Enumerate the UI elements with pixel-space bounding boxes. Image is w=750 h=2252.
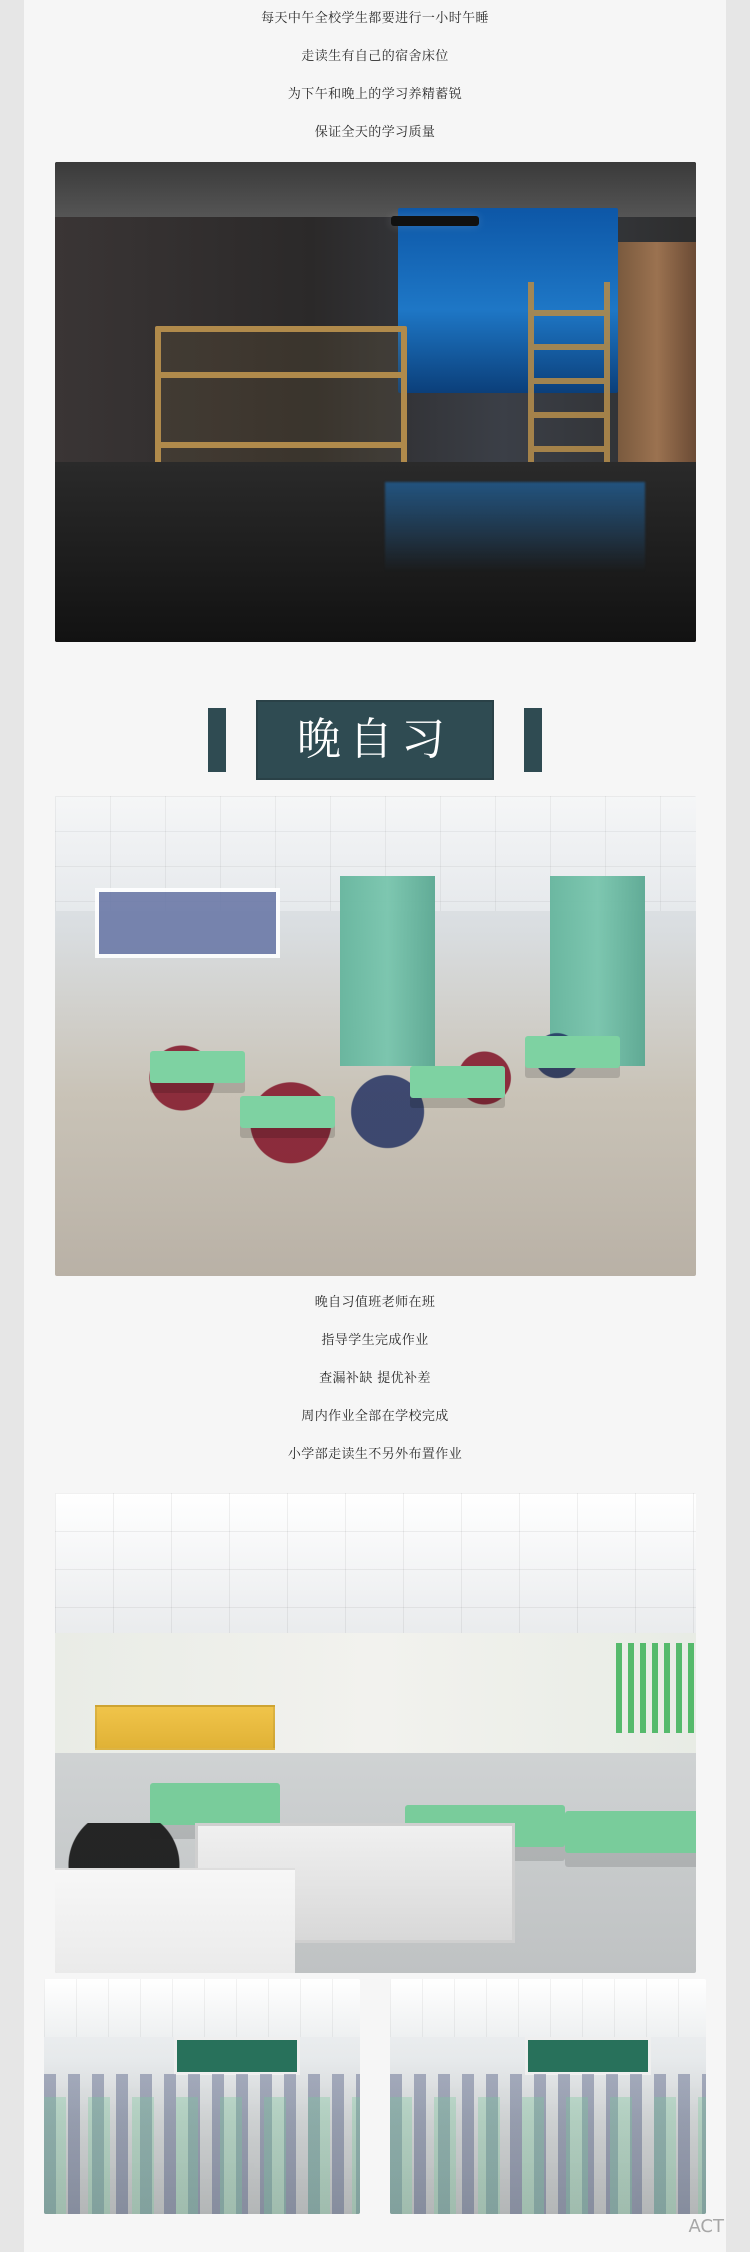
classroom-ceiling [390,1979,706,2037]
heading-left-bar [208,708,226,772]
chalkboard [525,2037,651,2075]
intro-line: 为下午和晚上的学习养精蓄锐 [287,87,463,102]
student-desk [150,1783,280,1825]
student-desks [44,2097,360,2214]
classroom-photo-small-left [44,1979,360,2214]
heading-title: 晚自习 [297,714,453,765]
classroom-ceiling [44,1979,360,2037]
student-desks [390,2097,706,2214]
classroom-photo [55,1493,696,1973]
dormitory-photo [55,162,696,642]
yellow-lockers [95,1705,275,1750]
student-desk [150,1051,245,1083]
section-heading [24,700,726,780]
floor-reflection [385,482,645,572]
wall-greenery [616,1643,696,1733]
intro-line: 走读生有自己的宿舍床位 [301,49,449,64]
open-book [55,1868,295,1973]
right-margin [726,0,750,2252]
evening-text [24,1284,726,1474]
intro-text [24,0,726,152]
chalkboard [174,2037,300,2075]
evening-line: 晚自习值班老师在班 [314,1295,436,1310]
classroom-bulletin-board [95,888,280,958]
student-desk [525,1036,620,1068]
left-margin [0,0,24,2252]
student-desk [565,1811,696,1853]
intro-line: 每天中午全校学生都要进行一小时午睡 [261,11,489,26]
evening-line: 指导学生完成作业 [321,1333,429,1348]
evening-line: 小学部走读生不另外布置作业 [287,1447,463,1462]
heading-title-box [256,700,494,780]
classroom-photo-small-right [390,1979,706,2214]
heading-right-bar [524,708,542,772]
watermark-text: ACT [688,2216,724,2237]
evening-line: 周内作业全部在学校完成 [301,1409,449,1424]
classroom-ceiling [55,1493,696,1643]
student-desk [410,1066,505,1098]
evening-study-photo [55,796,696,1276]
intro-line: 保证全天的学习质量 [314,125,436,140]
students-studying [73,966,678,1246]
article-content [24,0,726,2252]
student-desk [240,1096,335,1128]
dorm-ceiling-lamp [391,216,479,226]
evening-line: 查漏补缺 提优补差 [319,1371,431,1386]
